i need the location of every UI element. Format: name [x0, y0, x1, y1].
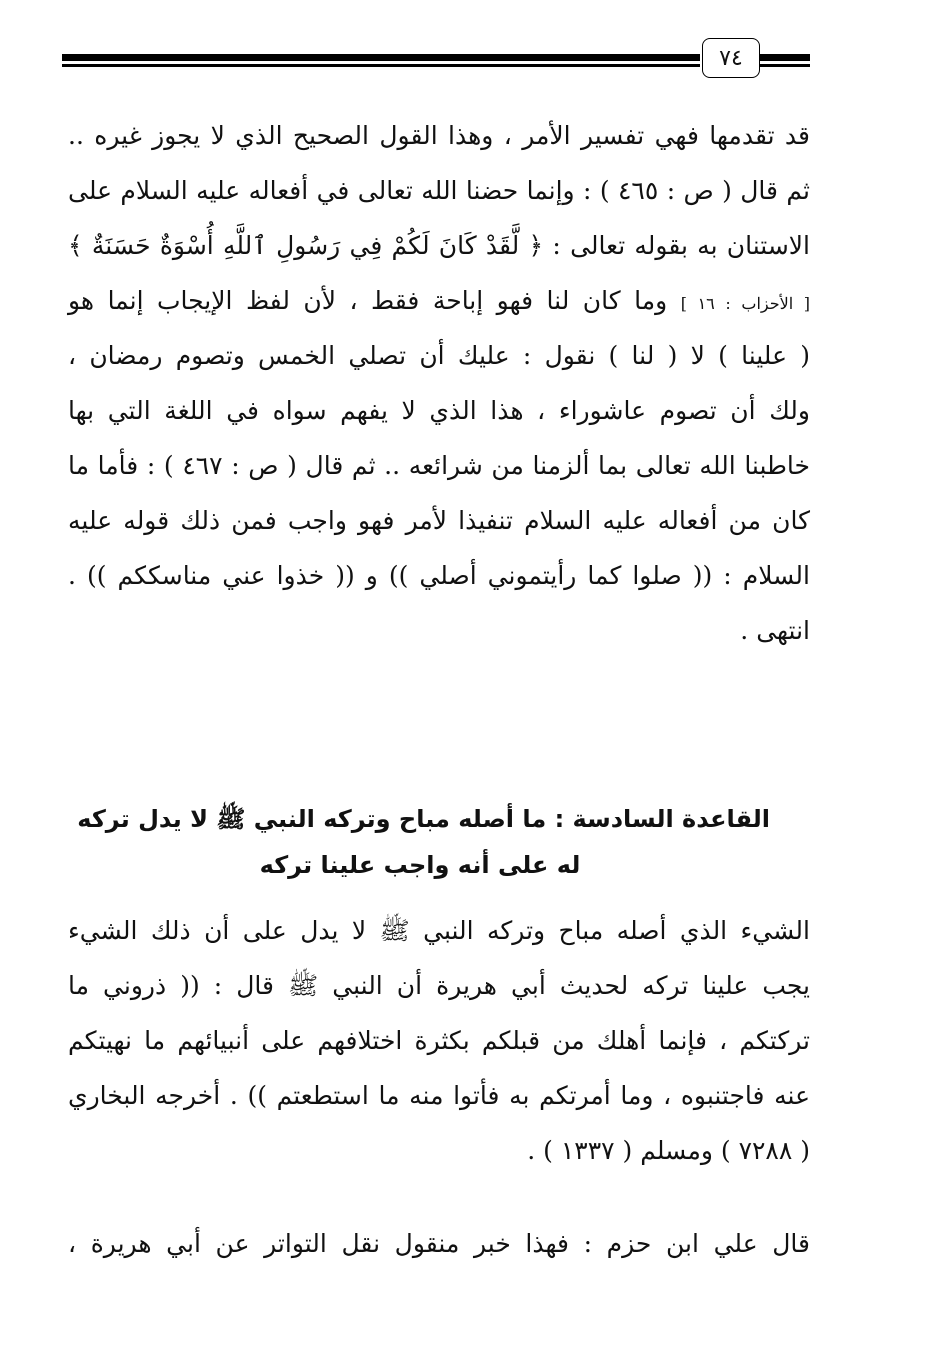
text-line: الاستنان به بقوله تعالى : ﴿ لَّقَدْ كَانَ لَكُمْ فِي رَسُولِ ٱللَّهِ أُسْوَةٌ حَسَنَةٌ ﴾ — [68, 231, 810, 260]
paragraph-2 — [68, 903, 810, 1178]
text-line: قال علي ابن حزم : فهذا خبر منقول نقل التواتر عن أبي هريرة ، — [68, 1229, 810, 1258]
page-header — [62, 38, 810, 84]
text-line: الشيء الذي أصله مباح وتركه النبي ﷺ لا يدل على أن ذلك الشيء — [68, 916, 810, 945]
text-line: يجب علينا تركه لحديث أبي هريرة أن النبي ﷺ قال : (( ذروني ما — [68, 971, 810, 1000]
text-line: السلام : (( صلوا كما رأيتموني أصلي )) و (( خذوا عني مناسككم )) . — [68, 561, 810, 590]
header-rule-thick-left — [758, 54, 810, 61]
header-rule-thick — [62, 54, 700, 61]
page-number: ٧٤ — [702, 38, 760, 78]
text-line: قد تقدمها فهي تفسير الأمر ، وهذا القول الصحيح الذي لا يجوز غيره .. — [68, 121, 810, 150]
paragraph-1 — [68, 108, 810, 658]
section-heading — [70, 796, 770, 888]
quran-reference: [ الأحزاب : ١٦ ] — [680, 294, 811, 313]
text-line: خاطبنا الله تعالى بما ألزمنا من شرائعه .. ثم قال ( ص : ٤٦٧ ) : فأما ما — [68, 451, 810, 480]
text-line: تركتكم ، فإنما أهلك من قبلكم بكثرة اختلافهم على أنبيائهم ما نهيتكم — [68, 1026, 810, 1055]
header-rule-thin — [62, 64, 700, 67]
text-line: ولك أن تصوم عاشوراء ، هذا الذي لا يفهم سواه في اللغة التي بها — [68, 396, 810, 425]
text-line-body: وما كان لنا فهو إباحة فقط ، لأن لفظ الإيجاب إنما هو — [68, 286, 668, 315]
heading-line-1: القاعدة السادسة : ما أصله مباح وتركه النبي ﷺ لا يدل تركه — [77, 805, 770, 833]
paragraph-3 — [68, 1216, 810, 1271]
text-line: ثم قال ( ص : ٤٦٥ ) : وإنما حضنا الله تعالى في أفعاله عليه السلام على — [68, 176, 810, 205]
heading-line-2: له على أنه واجب علينا تركه — [259, 851, 581, 879]
text-line: انتهى . — [740, 616, 810, 645]
text-line: ( علينا ) لا ( لنا ) نقول : عليك أن تصلي الخمس وتصوم رمضان ، — [68, 341, 810, 370]
header-rule-thin-left — [758, 64, 810, 67]
text-line: ( ٧٢٨٨ ) ومسلم ( ١٣٣٧ ) . — [527, 1136, 810, 1165]
text-line: عنه فاجتنبوه ، وما أمرتكم به فأتوا منه ما استطعتم )) . أخرجه البخاري — [68, 1081, 810, 1110]
text-line: كان من أفعاله عليه السلام تنفيذا لأمر فهو واجب فمن ذلك قوله عليه — [68, 506, 810, 535]
text-line — [68, 273, 810, 328]
